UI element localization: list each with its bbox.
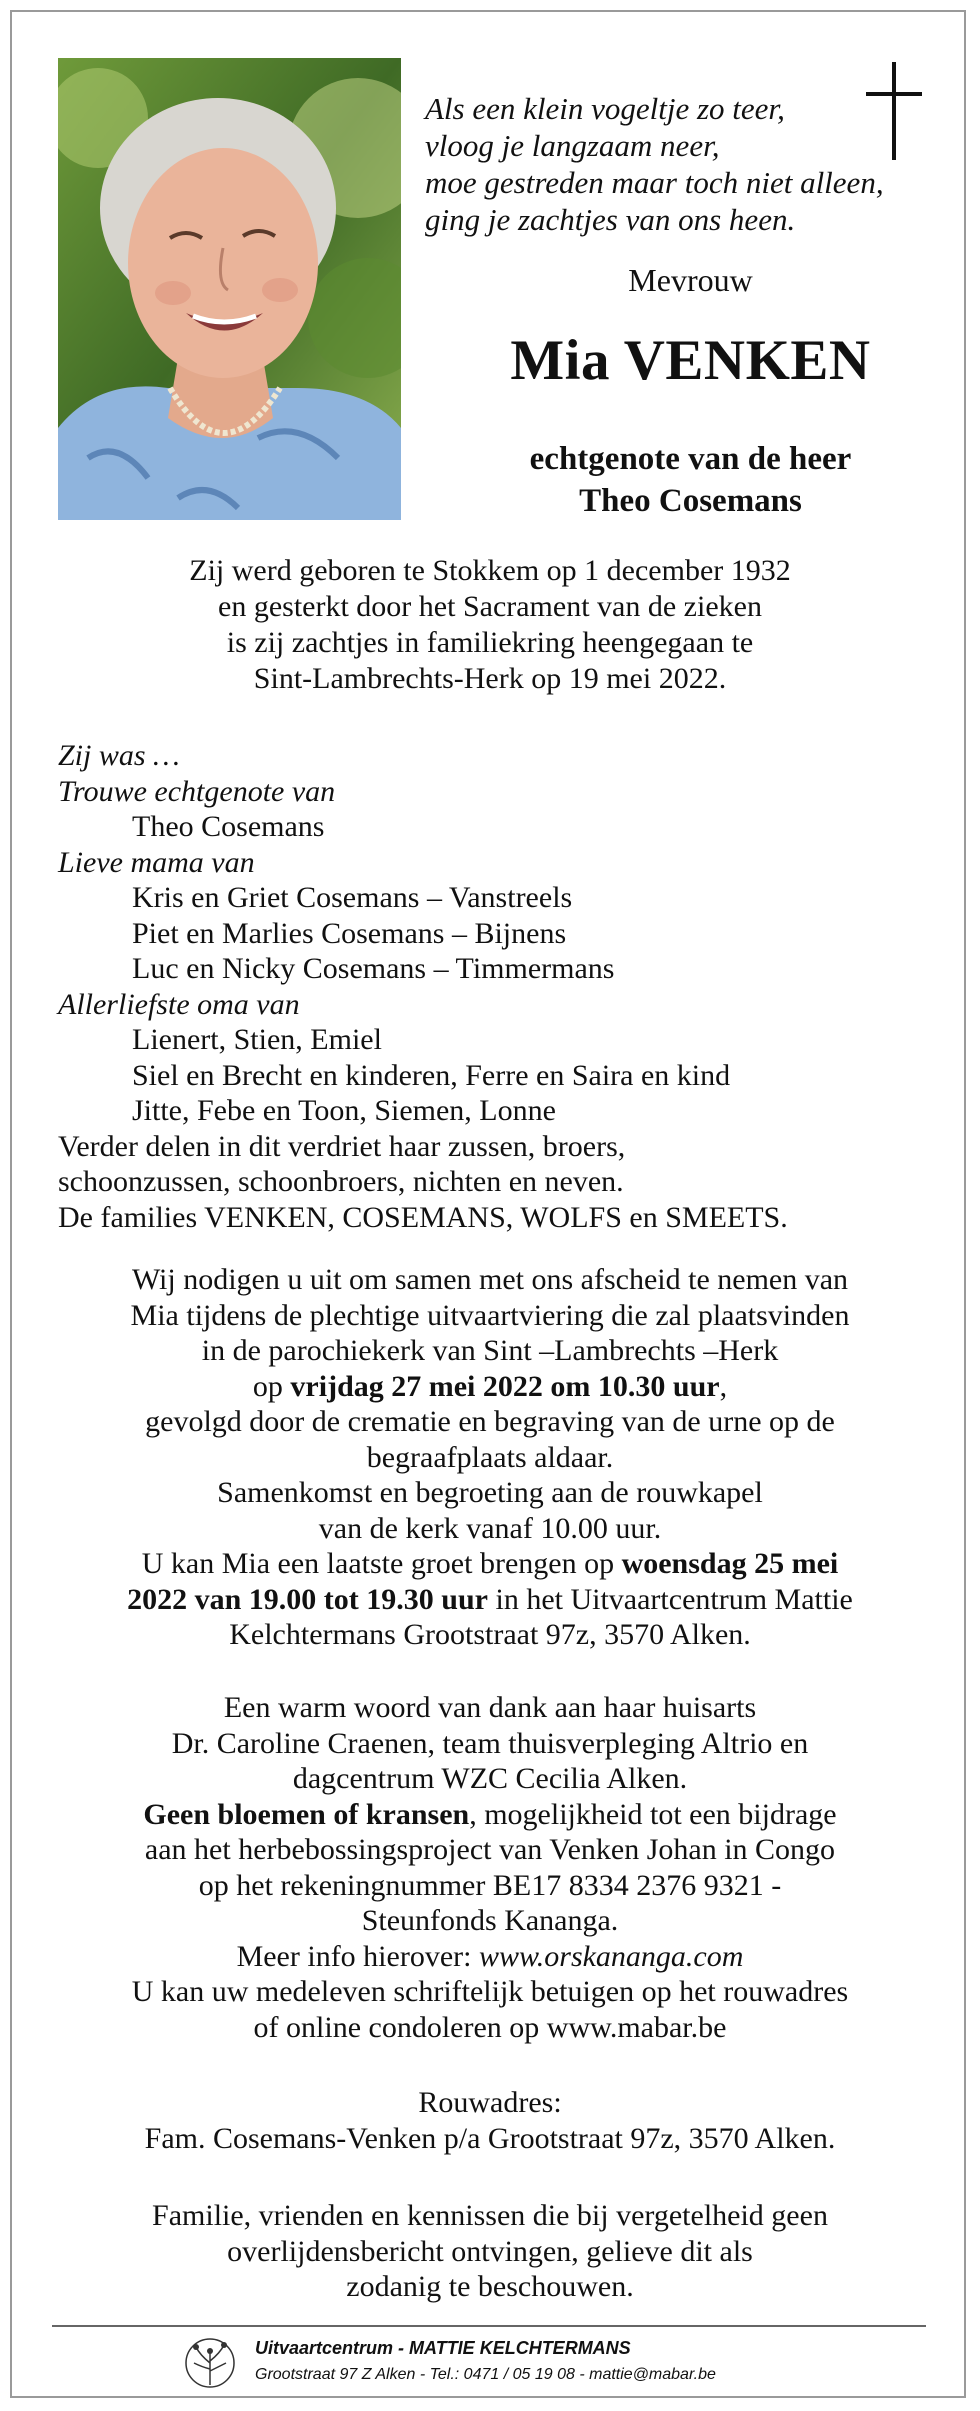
thanks-line: Een warm woord van dank aan haar huisarts <box>223 1691 757 1724</box>
thanks-line: aan het herbebossingsproject van Venken Johan in Congo <box>144 1833 836 1866</box>
text: U kan Mia een laatste groet brengen op <box>141 1547 622 1580</box>
invite-line: in de parochiekerk van Sint –Lambrechts –Herk <box>201 1334 779 1367</box>
mourning-address <box>20 2085 960 2156</box>
family-others: Verder delen in dit verdriet haar zussen, broers, <box>58 1129 626 1163</box>
footer-divider <box>52 2325 926 2327</box>
thanks-line: op het rekeningnummer BE17 8334 2376 9321 - <box>198 1868 782 1902</box>
invite-line: van de kerk vanaf 10.00 uur. <box>318 1511 662 1545</box>
thanks-line: Steunfonds Kananga. <box>361 1904 619 1937</box>
family-member: Lienert, Stien, Emiel <box>132 1023 382 1056</box>
poem-line: vloog je langzaam neer, <box>425 128 720 163</box>
family-member: Siel en Brecht en kinderen, Ferre en Saira en kind <box>132 1058 731 1092</box>
text: in het Uitvaartcentrum Mattie <box>487 1582 853 1616</box>
family-member: Piet en Marlies Cosemans – Bijnens <box>132 916 567 950</box>
invite-line: gevolgd door de crematie en begraving van de urne op de <box>145 1405 835 1438</box>
funeral-invitation <box>20 1262 960 1653</box>
salutation: Mevrouw <box>628 262 753 298</box>
invite-line <box>20 1546 960 1582</box>
family-others: De families VENKEN, COSEMANS, WOLFS en SMEETS. <box>58 1200 788 1234</box>
funeral-date: vrijdag 27 mei 2022 om 10.30 uur <box>290 1369 720 1403</box>
invite-line: begraafplaats aldaar. <box>366 1440 614 1474</box>
family-role: Trouwe echtgenote van <box>58 774 336 808</box>
family-member: Theo Cosemans <box>132 810 325 843</box>
invite-line <box>20 1582 960 1618</box>
closing-line: overlijdensbericht ontvingen, gelieve dit als <box>227 2234 753 2268</box>
closing-note <box>20 2198 960 2305</box>
poem <box>425 90 895 238</box>
text: , mogelijkheid tot een bijdrage <box>469 1797 837 1831</box>
visitation-date: woensdag 25 mei <box>621 1547 839 1580</box>
info-line: Sint-Lambrechts-Herk op 19 mei 2022. <box>253 662 727 695</box>
invite-line: Kelchtermans Grootstraat 97z, 3570 Alken. <box>229 1618 751 1651</box>
family-role: Lieve mama van <box>58 845 255 879</box>
no-flowers-notice: Geen bloemen of kransen <box>143 1797 470 1831</box>
family-intro: Zij was … <box>58 739 180 772</box>
address-label: Rouwadres: <box>418 2086 562 2119</box>
info-line: en gesterkt door het Sacrament van de zieken <box>218 590 762 623</box>
spouse-info <box>401 438 980 522</box>
family-others: schoonzussen, schoonbroers, nichten en neven. <box>58 1165 624 1198</box>
thanks-line: of online condoleren op www.mabar.be <box>253 2010 727 2044</box>
family-member: Kris en Griet Cosemans – Vanstreels <box>132 881 573 914</box>
thanks-section <box>20 1690 960 2045</box>
family-list <box>58 738 958 1235</box>
family-role: Allerliefste oma van <box>58 987 300 1021</box>
poem-line: Als een klein vogeltje zo teer, <box>425 91 785 126</box>
thanks-line: U kan uw medeleven schriftelijk betuigen op het rouwadres <box>131 1975 849 2008</box>
address-value: Fam. Cosemans-Venken p/a Grootstraat 97z, 3570 Alken. <box>144 2121 836 2155</box>
text: op <box>252 1369 291 1403</box>
visitation-time: 2022 van 19.00 tot 19.30 uur <box>127 1582 488 1616</box>
spouse-line: echtgenote van de heer <box>529 441 852 477</box>
info-line: Zij werd geboren te Stokkem op 1 december 1932 <box>189 554 791 587</box>
text: Meer info hierover: <box>236 1939 479 1973</box>
info-line: is zij zachtjes in familiekring heengegaan te <box>226 626 754 659</box>
funeral-home-contact: Grootstraat 97 Z Alken - Tel.: 0471 / 05 19 08 - mattie@mabar.be <box>255 2366 716 2383</box>
birth-death-info <box>0 553 980 697</box>
funeral-home-logo-icon <box>180 2333 240 2393</box>
thanks-line <box>20 1797 960 1833</box>
family-member: Jitte, Febe en Toon, Siemen, Lonne <box>132 1094 556 1127</box>
poem-line: moe gestreden maar toch niet alleen, <box>425 165 884 200</box>
deceased-name: Mia VENKEN <box>510 329 871 392</box>
portrait-illustration <box>58 58 401 520</box>
info-link[interactable]: www.orskananga.com <box>478 1939 744 1973</box>
family-member: Luc en Nicky Cosemans – Timmermans <box>132 952 615 985</box>
invite-line: Samenkomst en begroeting aan de rouwkapel <box>217 1476 763 1509</box>
portrait-photo <box>58 58 401 520</box>
thanks-line: dagcentrum WZC Cecilia Alken. <box>292 1762 688 1795</box>
thanks-line: Dr. Caroline Craenen, team thuisverpleging Altrio en <box>171 1726 809 1760</box>
invite-line <box>20 1369 960 1405</box>
invite-line: Wij nodigen u uit om samen met ons afscheid te nemen van <box>131 1263 849 1296</box>
spouse-name: Theo Cosemans <box>579 483 802 519</box>
text: , <box>719 1369 728 1403</box>
funeral-home-name: Uitvaartcentrum - MATTIE KELCHTERMANS <box>255 2338 631 2358</box>
closing-line: zodanig te beschouwen. <box>346 2270 634 2303</box>
poem-line: ging je zachtjes van ons heen. <box>425 202 796 237</box>
invite-line: Mia tijdens de plechtige uitvaartviering die zal plaatsvinden <box>130 1298 850 1332</box>
thanks-line <box>20 1939 960 1975</box>
closing-line: Familie, vrienden en kennissen die bij vergetelheid geen <box>152 2199 828 2232</box>
